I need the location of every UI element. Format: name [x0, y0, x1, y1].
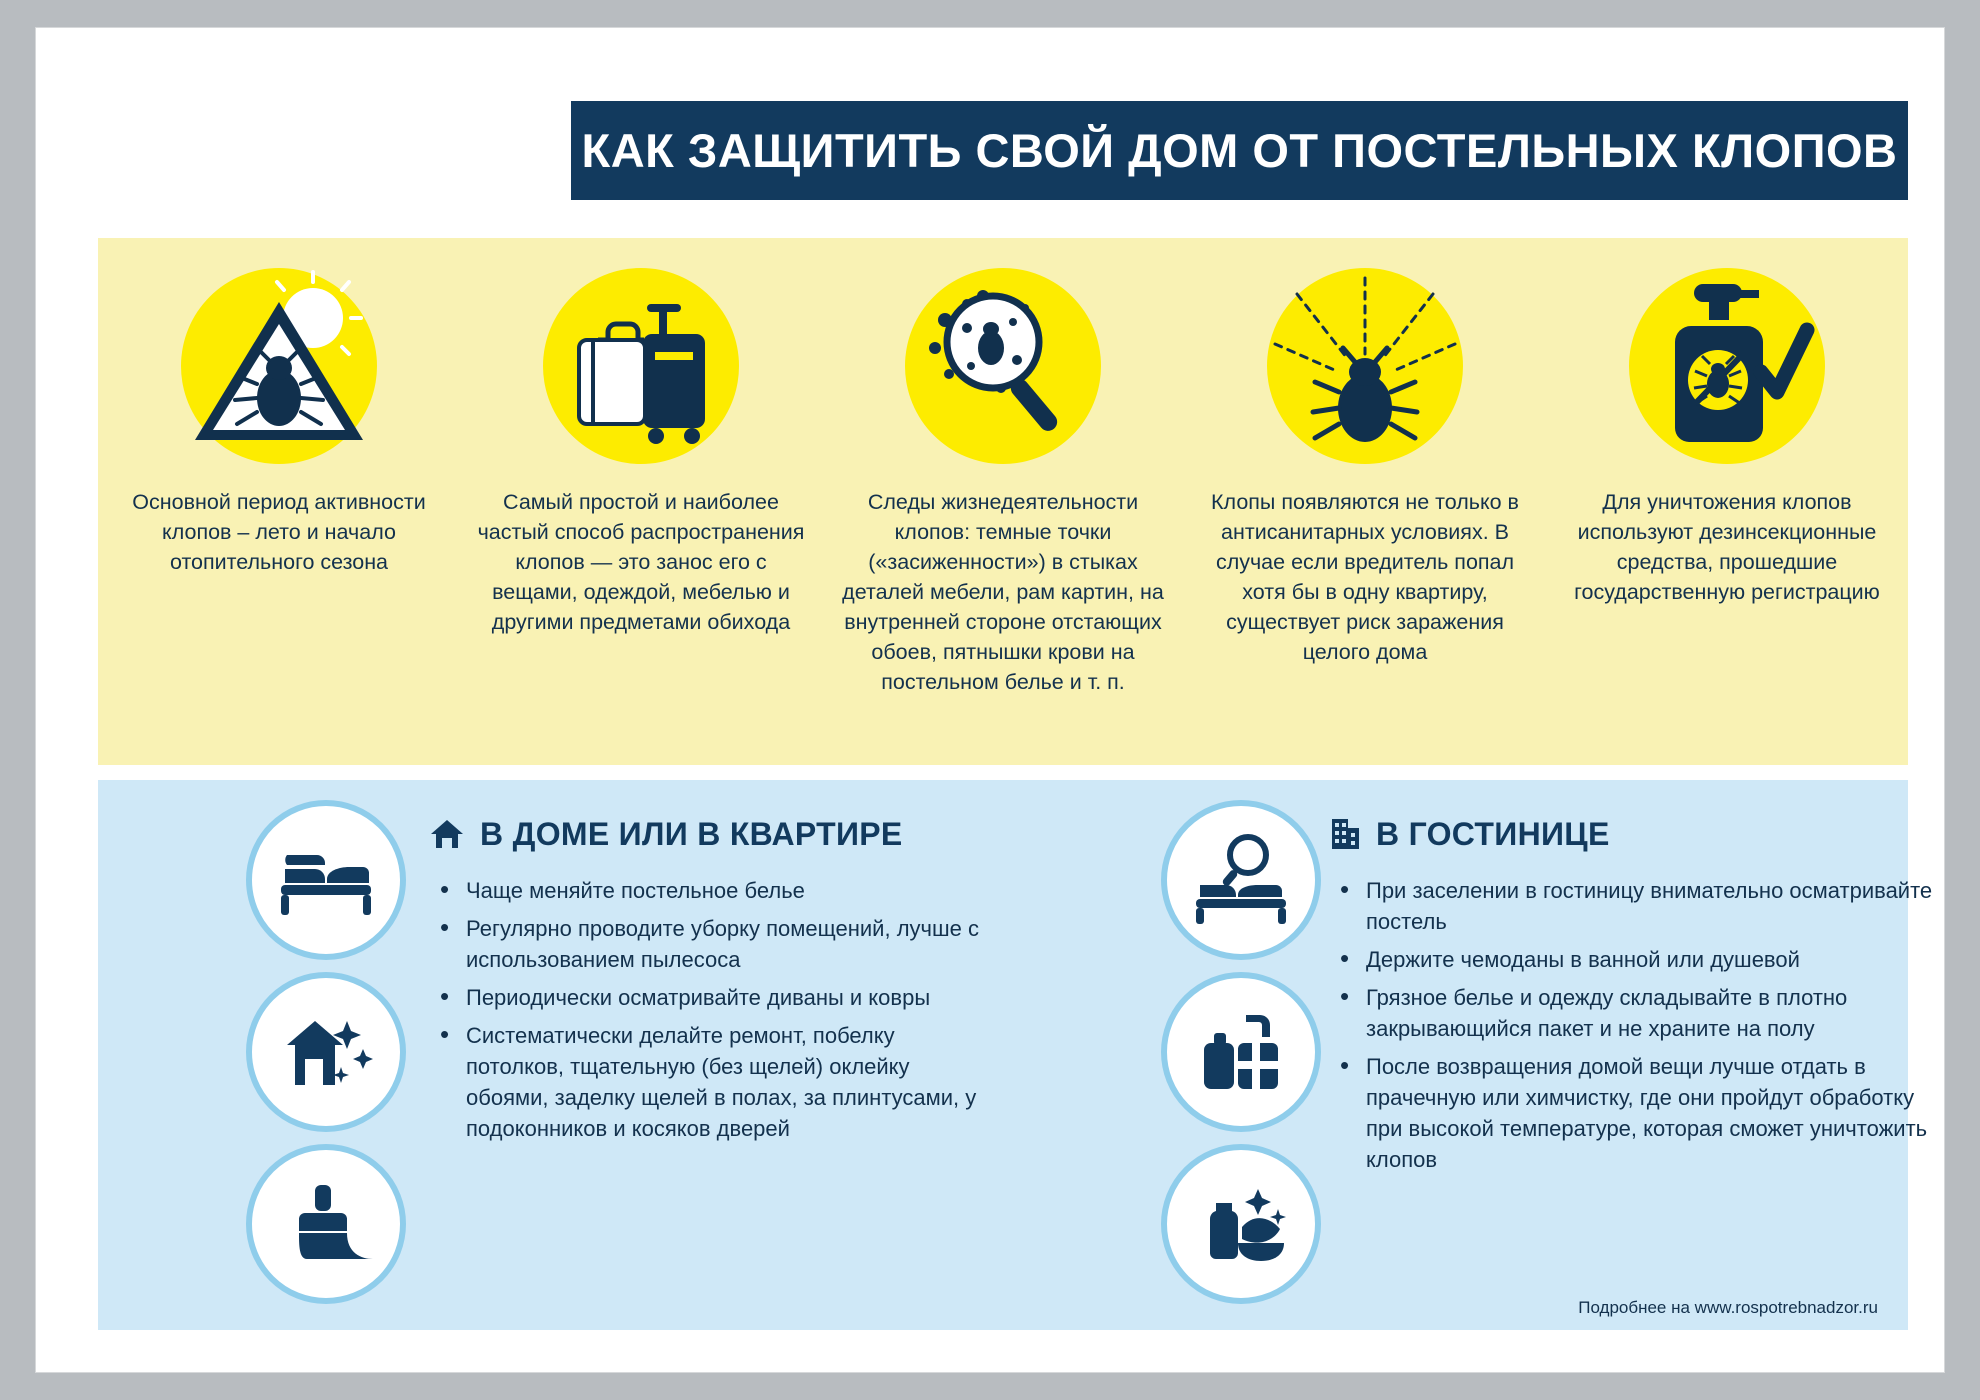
fact-text: Клопы появляются не только в антисанитарных условиях. В случае если вредитель попал хотя бы в одну квартиру, существует риск заражения целого дома	[1211, 490, 1519, 664]
house-icon	[428, 815, 466, 853]
fact-item	[1546, 238, 1908, 765]
magnifier-traces-icon	[878, 260, 1128, 475]
list-item: • При заселении в гостиницу внимательно осматривайте постель	[1328, 875, 1948, 937]
list-item: • Чаще меняйте постельное белье	[428, 875, 988, 906]
title-bar	[571, 101, 1908, 200]
list-item: • Систематически делайте ремонт, побелку потолков, тщательную (без щелей) оклейку обоями, заделку щелей в полах, за плинтусами, у подоконников и косяков дверей	[428, 1020, 988, 1144]
fact-text: Основной период активности клопов – лето и начало отопительного сезона	[132, 490, 426, 574]
fact-item	[98, 238, 460, 765]
bed-inspection-icon	[1161, 800, 1321, 960]
fact-item	[1184, 238, 1546, 765]
home-heading-text: В ДОМЕ ИЛИ В КВАРТИРЕ	[480, 815, 903, 852]
facts-row	[98, 238, 1908, 765]
list-item: • Периодически осматривайте диваны и ковры	[428, 982, 988, 1013]
hotel-heading-text: В ГОСТИНИЦЕ	[1376, 815, 1610, 852]
page-title: КАК ЗАЩИТИТЬ СВОЙ ДОМ ОТ ПОСТЕЛЬНЫХ КЛОПОВ	[581, 124, 1898, 177]
fact-item	[822, 238, 1184, 765]
warning-triangle-bug-icon	[154, 260, 404, 475]
fact-text: Самый простой и наиболее частый способ распространения клопов — это занос его с вещами, одеждой, мебелью и другими предметами обихода	[477, 490, 805, 634]
source-note: Подробнее на www.rospotrebnadzor.ru	[1578, 1298, 1878, 1317]
clean-house-icon	[246, 972, 406, 1132]
recommendations-panel	[98, 780, 1933, 1330]
bed-icon	[246, 800, 406, 960]
list-item: • Держите чемоданы в ванной или душевой	[1328, 944, 1948, 975]
hotel-section-heading	[1328, 815, 1948, 853]
home-section	[428, 815, 988, 1151]
list-item: • Регулярно проводите уборку помещений, лучше с использованием пылесоса	[428, 913, 988, 975]
broom-icon	[246, 1144, 406, 1304]
home-tips-list	[428, 875, 988, 1144]
hotel-tips-list	[1328, 875, 1948, 1175]
home-section-heading	[428, 815, 988, 853]
laundry-icon	[1161, 1144, 1321, 1304]
suitcases-icon	[516, 260, 766, 475]
hotel-section	[1328, 815, 1948, 1182]
list-item: • Грязное белье и одежду складывайте в плотно закрывающийся пакет и не храните на полу	[1328, 982, 1948, 1044]
bug-spray-radiating-icon	[1240, 260, 1490, 475]
fact-item	[460, 238, 822, 765]
fact-text: Для уничтожения клопов используют дезинсекционные средства, прошедшие государственную регистрацию	[1574, 490, 1880, 604]
luggage-icon	[1161, 972, 1321, 1132]
list-item: • После возвращения домой вещи лучше отдать в прачечную или химчистку, где они пройдут обработку при высокой температуре, которая сможет уничтожить клопов	[1328, 1051, 1948, 1175]
hotel-icon-stack	[1153, 800, 1333, 1310]
facts-panel	[98, 238, 1908, 765]
disinfectant-bottle-check-icon	[1602, 260, 1852, 475]
fact-text: Следы жизнедеятельности клопов: темные точки («засиженности») в стыках деталей мебели, рам картин, на внутренней стороне отстающих обоев, пятнышки крови на постельном белье и т. п.	[842, 490, 1164, 694]
poster	[36, 28, 1944, 1372]
hotel-building-icon	[1328, 815, 1362, 853]
home-icon-stack	[238, 800, 418, 1310]
